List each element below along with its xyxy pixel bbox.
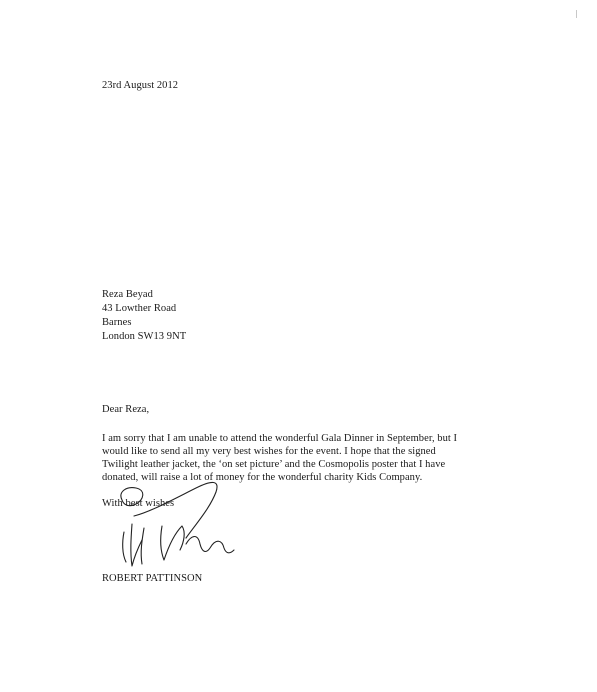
recipient-area: Barnes [102, 317, 132, 328]
recipient-street: 43 Lowther Road [102, 303, 177, 314]
body-line: donated, will raise a lot of money for the wonderful charity Kids Company. [102, 472, 423, 483]
signatory-name: ROBERT PATTINSON [102, 573, 203, 584]
closing: With best wishes [102, 498, 175, 509]
salutation: Dear Reza, [102, 404, 150, 415]
recipient-name: Reza Beyad [102, 289, 153, 300]
recipient-city-postcode: London SW13 9NT [102, 331, 187, 342]
letter-date: 23rd August 2012 [102, 80, 179, 91]
body-line: would like to send all my very best wishes for the event. I hope that the signed [102, 446, 436, 457]
body-line: I am sorry that I am unable to attend the wonderful Gala Dinner in September, but I [102, 433, 458, 444]
body-line: Twilight leather jacket, the ‘on set picture’ and the Cosmopolis poster that I have [102, 459, 446, 470]
letter-body [102, 432, 457, 484]
handwritten-signature [100, 478, 260, 578]
recipient-address [102, 288, 186, 344]
scan-mark [576, 10, 577, 18]
